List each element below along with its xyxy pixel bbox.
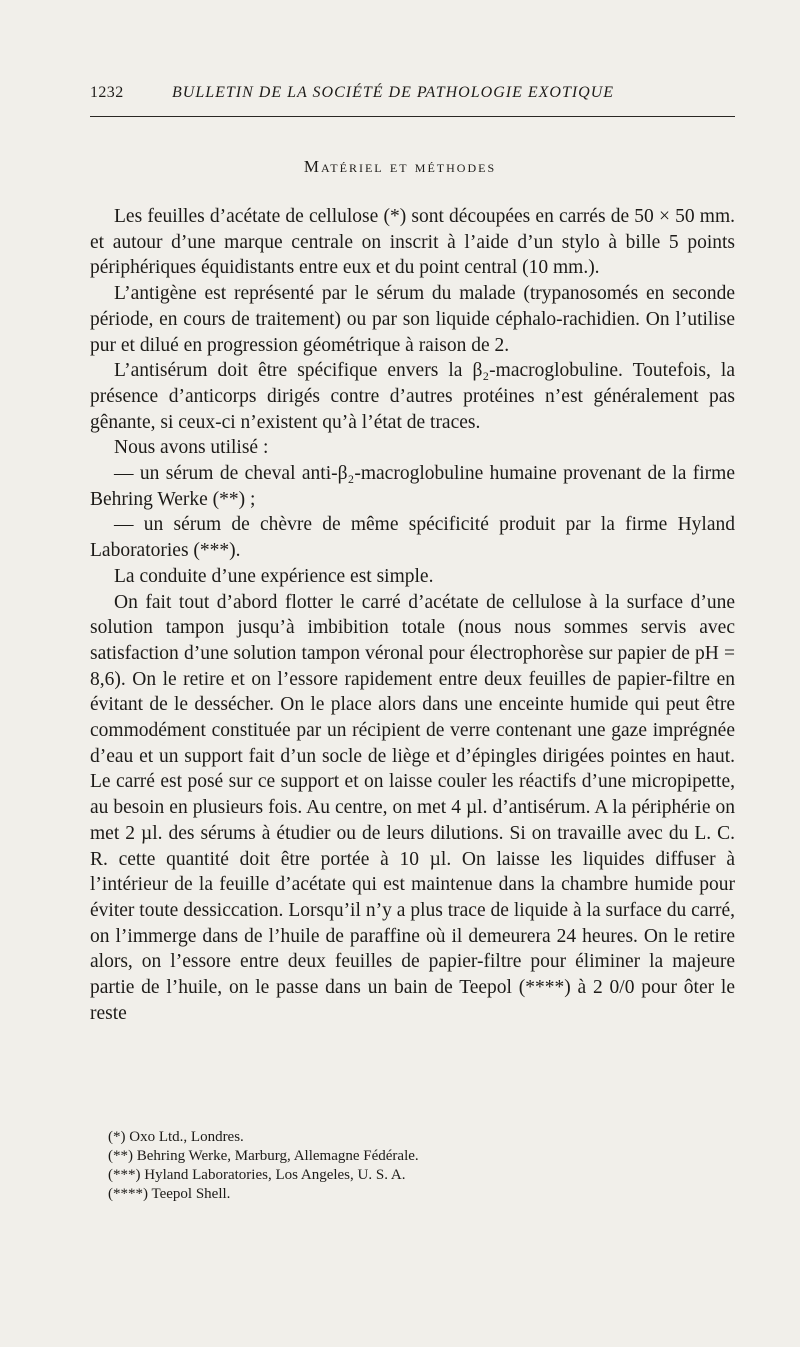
footnote: (***) Hyland Laboratories, Los Angeles, U. S. A. bbox=[108, 1167, 406, 1183]
body-text bbox=[90, 204, 735, 1027]
paragraph: Les feuilles d’acétate de cellulose (*) sont découpées en carrés de 50 × 50 mm. et autour d’une marque centrale on inscrit à l’aide d’un stylo à bille 5 points périphériques équidistants entre eux et du point central (10 mm.). bbox=[90, 206, 735, 279]
paragraph: La conduite d’une expérience est simple. bbox=[114, 565, 434, 587]
footnotes bbox=[108, 1128, 728, 1204]
footnote: (*) Oxo Ltd., Londres. bbox=[108, 1129, 244, 1145]
header-rule bbox=[90, 116, 735, 117]
list-item: — un sérum de cheval anti-β₂-macroglobuline humaine provenant de la firme Behring Werke (**) ; bbox=[90, 463, 735, 510]
paragraph: L’antisérum doit être spécifique envers la β₂-macroglobuline. Toutefois, la présence d’anticorps dirigés contre d’autres protéines n’est généralement pas gênante, si ceux-ci n’existent qu’à l’état de traces. bbox=[90, 360, 735, 433]
paragraph: On fait tout d’abord flotter le carré d’acétate de cellulose à la surface d’une solution tampon jusqu’à imbibition totale (nous nous sommes servis avec satisfaction d’une solution tampon véronal pour électrophorèse sur papier de pH = 8,6). On le retire et on l’essore rapidement entre deux feuilles de papier-filtre en évitant de le dessécher. On le place alors dans une enceinte humide qui peut être commodément constituée par un récipient de verre contenant une gaze imprégnée d’eau et un support fait d’un socle de liège et d’épingles dirigées pointes en haut. Le carré est posé sur ce support et on laisse couler les réactifs d’une micropipette, au besoin en plusieurs fois. Au centre, on met 4 µl. d’antisérum. A la périphérie on met 2 µl. des sérums à étudier ou de leurs dilutions. Si on travaille avec du L. C. R. cette quantité doit être portée à 10 µl. On laisse les liquides diffuser à l’intérieur de la feuille d’acétate qui est maintenue dans la chambre humide pour éviter toute dessiccation. Lorsqu’il n’y a plus trace de liquide à la surface du carré, on l’immerge dans de l’huile de paraffine où il demeurera 24 heures. On le retire alors, on l’essore entre deux feuilles de papier-filtre pour éliminer la majeure partie de l’huile, on le passe dans un bain de Teepol (****) à 2 0/0 pour ôter le reste bbox=[90, 591, 735, 1024]
paragraph: L’antigène est représenté par le sérum du malade (trypanosomés en seconde période, en cours de traitement) ou par son liquide céphalo-rachidien. On l’utilise pur et dilué en progression géométrique à raison de 2. bbox=[90, 283, 735, 356]
footnote: (****) Teepol Shell. bbox=[108, 1186, 231, 1202]
paragraph: Nous avons utilisé : bbox=[114, 437, 269, 459]
footnote: (**) Behring Werke, Marburg, Allemagne Fédérale. bbox=[108, 1148, 419, 1164]
page-number: 1232 bbox=[90, 84, 124, 101]
list-item: — un sérum de chèvre de même spécificité produit par la firme Hyland Laboratories (***). bbox=[90, 514, 735, 562]
journal-title: BULLETIN DE LA SOCIÉTÉ DE PATHOLOGIE EXOTIQUE bbox=[172, 84, 615, 101]
section-title: Matériel et méthodes bbox=[303, 157, 497, 176]
